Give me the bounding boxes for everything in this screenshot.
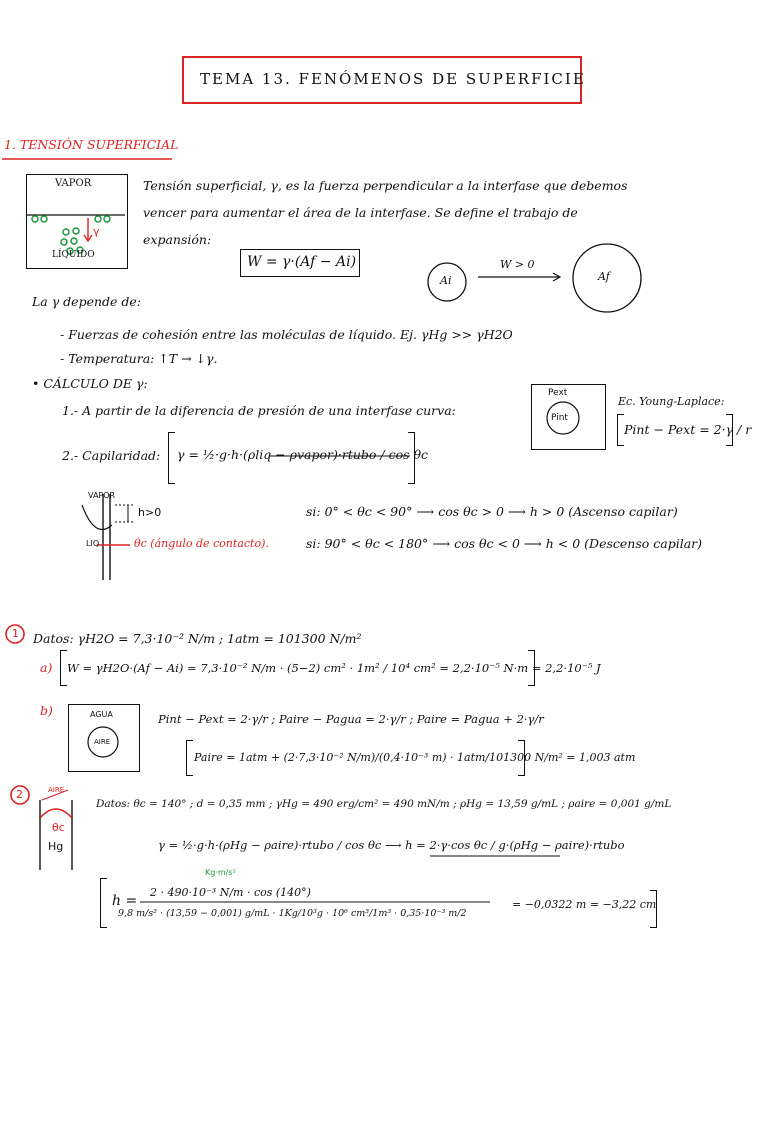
yl-bracket-right [726, 414, 733, 446]
circle-ai-label: Ai [440, 274, 452, 287]
p2-annotation: Kg·m/s² [205, 868, 236, 877]
p1b-bracket-right [518, 740, 525, 776]
p2-theta-label: θc [52, 821, 65, 834]
circle-af-label: Af [598, 270, 610, 283]
p2-bracket-left [100, 878, 107, 928]
problem-1b-line-1: Pint − Pext = 2·γ/r ; Paire − Pagua = 2·γ/r ; Paire = Pagua + 2·γ/r [158, 712, 544, 726]
pint-label: Pint [551, 413, 568, 423]
p1a-bracket-left [60, 650, 67, 686]
calc-item-2: 2.- Capilaridad: [62, 448, 161, 463]
problem-1b-line-2: Paire = 1atm + (2·7,3·10⁻² N/m)/(0,4·10⁻³ m) · 1atm/101300 N/m² = 1,003 atm [194, 751, 636, 764]
cap-vapor-label: VAPOR [88, 491, 116, 500]
p2-hg-label: Hg [48, 840, 64, 853]
section-heading: 1. TENSIÓN SUPERFICIAL [4, 137, 179, 152]
problem-1a-label: a) [40, 660, 53, 675]
cap-bracket-left [168, 432, 175, 484]
cap-bracket-right [408, 432, 415, 484]
condition-2: si: 90° < θc < 180° ⟶ cos θc < 0 ⟶ h < 0 (Descenso capilar) [306, 536, 703, 551]
cap-h-label: h>0 [138, 506, 162, 519]
p2-bracket-right [650, 890, 657, 928]
problem-2-datos: Datos: θc = 140° ; d = 0,35 mm ; γHg = 490 erg/cm² = 490 mN/m ; ρHg = 13,59 g/mL ; ρaire = 0,001 g/mL [96, 798, 672, 810]
expansion-arrow-label: W > 0 [500, 258, 535, 271]
problem-2-number: 2 [16, 788, 23, 801]
p1a-bracket-right [528, 650, 535, 686]
young-laplace-formula: Pint − Pext = 2·γ / r [624, 422, 752, 437]
problem-1-datos: Datos: γH2O = 7,3·10⁻² N/m ; 1atm = 101300 N/m² [33, 631, 362, 646]
condition-1: si: 0° < θc < 90° ⟶ cos θc > 0 ⟶ h > 0 (Ascenso capilar) [306, 504, 678, 519]
cap-theta-label: θc (ángulo de contacto). [134, 537, 269, 550]
problem-2-formula: γ = ½·g·h·(ρHg − ρaire)·rtubo / cos θc ⟶ h = 2·γ·cos θc / g·(ρHg − ρaire)·rtubo [158, 838, 625, 852]
calc-heading: • CÁLCULO DE γ: [32, 376, 148, 391]
capillarity-formula: γ = ½·g·h·(ρliq − ρvapor)·rtubo / cos θc [177, 447, 429, 462]
depends-heading: La γ depende de: [32, 294, 142, 309]
definition-line-3: expansión: [143, 232, 212, 247]
p2-aire-label: AIRE [48, 786, 65, 794]
cap-liq-label: LIQ [86, 539, 100, 548]
depends-item-1: - Fuerzas de cohesión entre las moléculas de líquido. Ej. γHg >> γH2O [60, 327, 513, 342]
p2-denominator: 9,8 m/s² · (13,59 − 0,001) g/mL · 1Kg/10³g · 10⁶ cm³/1m³ · 0,35·10⁻³ m/2 [118, 908, 467, 919]
work-formula: W = γ·(Af − Ai) [247, 254, 357, 270]
p1b-bracket-left [186, 740, 193, 776]
p2-numerator: 2 · 490·10⁻³ N/m · cos (140°) [150, 886, 311, 899]
water-label: AGUA [90, 710, 113, 719]
pressure-box [531, 384, 606, 450]
vapor-label: VAPOR [55, 178, 92, 189]
yl-bracket-left [617, 414, 624, 446]
p2-h-label: h = [112, 893, 138, 909]
page-title: TEMA 13. FENÓMENOS DE SUPERFICIE [200, 70, 586, 88]
liquid-label: LÍQUIDO [52, 250, 95, 260]
depends-item-2: - Temperatura: ↑T → ↓γ. [60, 351, 218, 366]
young-laplace-title: Ec. Young-Laplace: [618, 395, 725, 408]
problem-1-number: 1 [12, 627, 19, 640]
air-label: AIRE [94, 738, 111, 746]
p2-result: = −0,0322 m = −3,22 cm [512, 898, 657, 911]
pext-label: Pext [548, 388, 568, 398]
problem-1a-formula: W = γH2O·(Af − Ai) = 7,3·10⁻² N/m · (5−2) cm² · 1m² / 10⁴ cm² = 2,2·10⁻⁵ N·m = 2,2·10⁻⁵ J [67, 661, 601, 675]
gamma-mark: γ [93, 225, 100, 238]
definition-line-2: vencer para aumentar el área de la interfase. Se define el trabajo de [143, 205, 578, 220]
definition-line-1: Tensión superficial, γ, es la fuerza perpendicular a la interfase que debemos [143, 178, 628, 193]
problem-1b-label: b) [40, 703, 53, 718]
calc-item-1: 1.- A partir de la diferencia de presión de una interfase curva: [62, 403, 456, 418]
